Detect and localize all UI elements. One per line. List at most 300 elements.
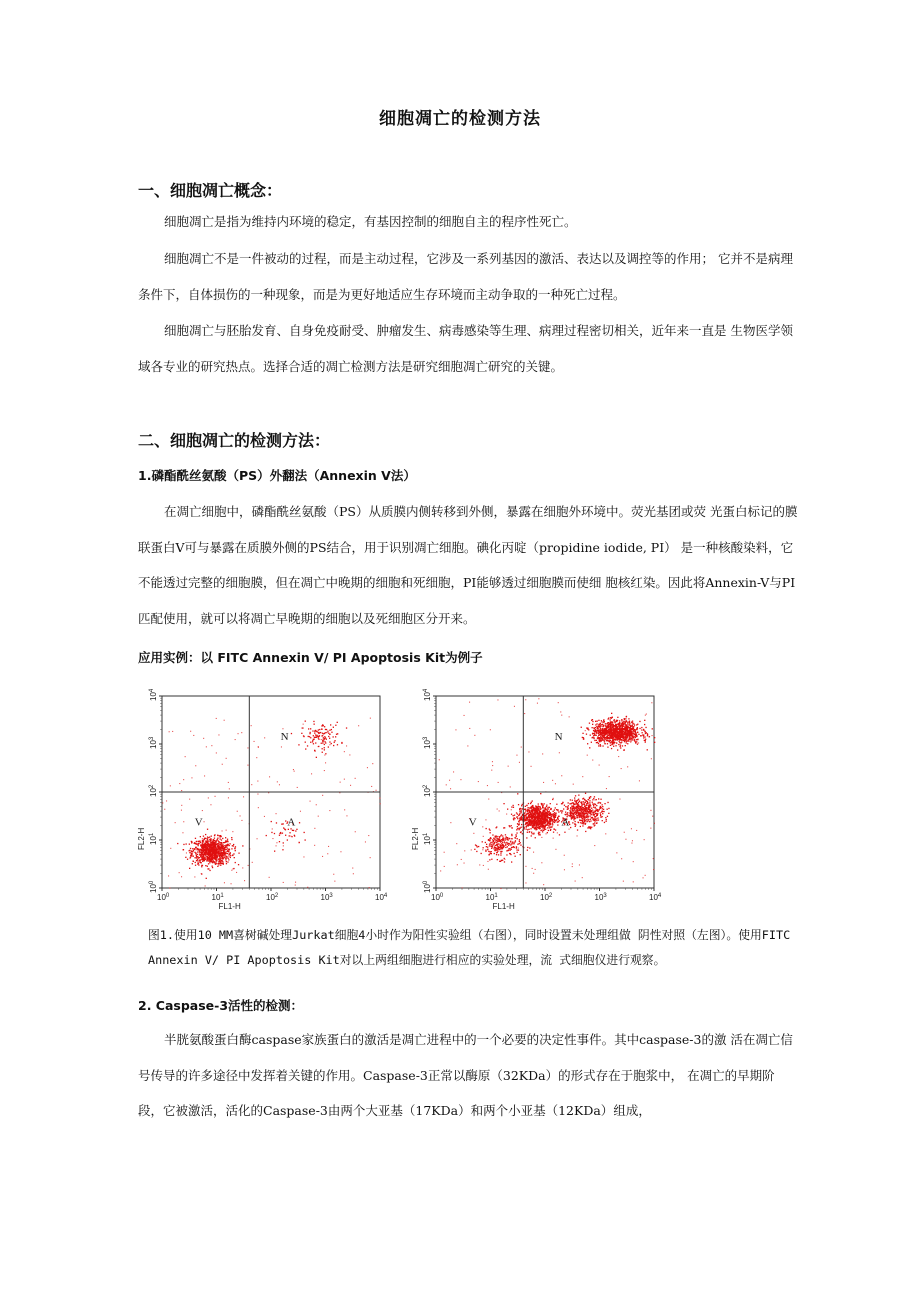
scatter-point <box>505 844 506 845</box>
scatter-point <box>615 731 616 732</box>
scatter-point <box>471 849 472 850</box>
scatter-point <box>478 781 479 782</box>
scatter-point <box>533 852 534 853</box>
scatter-point <box>586 817 587 818</box>
scatter-point <box>199 860 200 861</box>
scatter-point <box>652 735 653 736</box>
scatter-point <box>571 803 572 804</box>
scatter-point <box>617 749 618 750</box>
scatter-point <box>611 717 612 718</box>
scatter-point <box>169 731 170 732</box>
scatter-point <box>592 719 593 720</box>
scatter-point <box>555 807 556 808</box>
scatter-point <box>499 837 500 838</box>
scatter-point <box>553 816 554 817</box>
scatter-point <box>322 795 323 796</box>
scatter-point <box>595 811 596 812</box>
scatter-point <box>595 813 596 814</box>
scatter-point <box>226 863 227 864</box>
scatter-point <box>511 843 512 844</box>
scatter-point <box>627 728 628 729</box>
scatter-point <box>577 803 578 804</box>
scatter-point <box>610 726 611 727</box>
scatter-point <box>321 729 322 730</box>
scatter-point <box>210 859 211 860</box>
scatter-point <box>604 743 605 744</box>
scatter-point <box>223 846 224 847</box>
scatter-point <box>633 861 634 862</box>
scatter-point <box>552 826 553 827</box>
scatter-point <box>490 729 491 730</box>
scatter-point <box>564 805 565 806</box>
scatter-point <box>618 732 619 733</box>
scatter-point <box>608 726 609 727</box>
scatter-point <box>231 839 232 840</box>
scatter-point <box>219 854 220 855</box>
scatter-point <box>201 845 202 846</box>
scatter-point <box>526 818 527 819</box>
scatter-point <box>186 843 187 844</box>
scatter-point <box>584 809 585 810</box>
scatter-point <box>224 720 225 721</box>
scatter-point <box>597 742 598 743</box>
scatter-point <box>483 847 484 848</box>
scatter-point <box>576 803 577 804</box>
scatter-point <box>552 799 553 800</box>
scatter-point <box>623 733 624 734</box>
y-axis-label: FL2-H <box>411 827 420 850</box>
scatter-point <box>257 838 258 839</box>
scatter-point <box>549 821 550 822</box>
scatter-point <box>323 739 324 740</box>
scatter-point <box>201 857 202 858</box>
scatter-point <box>310 737 311 738</box>
x-tick-label: $10^3$ <box>594 893 607 902</box>
scatter-point <box>517 828 518 829</box>
scatter-point <box>201 858 202 859</box>
scatter-point <box>299 842 300 843</box>
scatter-point <box>528 751 529 752</box>
scatter-point <box>514 818 515 819</box>
scatter-point <box>264 816 265 817</box>
scatter-point <box>608 724 609 725</box>
scatter-point <box>527 810 528 811</box>
scatter-point <box>586 807 587 808</box>
scatter-point <box>576 809 577 810</box>
scatter-point <box>519 823 520 824</box>
scatter-point <box>517 826 518 827</box>
scatter-point <box>555 813 556 814</box>
scatter-point <box>210 854 211 855</box>
scatter-point <box>193 735 194 736</box>
scatter-point <box>592 760 593 761</box>
scatter-point <box>600 744 601 745</box>
scatter-point <box>524 817 525 818</box>
scatter-point <box>539 812 540 813</box>
scatter-point <box>625 721 626 722</box>
scatter-point <box>570 799 571 800</box>
scatter-point <box>600 799 601 800</box>
scatter-point <box>281 824 282 825</box>
scatter-point <box>533 809 534 810</box>
scatter-point <box>634 725 635 726</box>
scatter-point <box>593 798 594 799</box>
scatter-point <box>293 769 294 770</box>
scatter-point <box>576 812 577 813</box>
scatter-point <box>626 734 627 735</box>
scatter-point <box>553 821 554 822</box>
scatter-point <box>578 812 579 813</box>
scatter-point <box>593 738 594 739</box>
scatter-point <box>518 815 519 816</box>
scatter-point <box>636 739 637 740</box>
scatter-point <box>516 849 517 850</box>
scatter-point <box>353 873 354 874</box>
scatter-point <box>549 813 550 814</box>
scatter-point <box>610 721 611 722</box>
scatter-point <box>177 843 178 844</box>
scatter-point <box>206 860 207 861</box>
scatter-point <box>213 854 214 855</box>
scatter-point <box>170 785 171 786</box>
scatter-point <box>225 853 226 854</box>
scatter-point <box>577 829 578 830</box>
scatter-point <box>596 808 597 809</box>
scatter-point <box>550 829 551 830</box>
scatter-point <box>599 765 600 766</box>
scatter-point <box>269 877 270 878</box>
scatter-point <box>600 807 601 808</box>
scatter-point <box>581 820 582 821</box>
scatter-point <box>189 799 190 800</box>
scatter-point <box>565 812 566 813</box>
scatter-point <box>215 843 216 844</box>
scatter-point <box>628 724 629 725</box>
scatter-point <box>493 848 494 849</box>
scatter-point <box>534 819 535 820</box>
scatter-point <box>205 847 206 848</box>
scatter-point <box>233 853 234 854</box>
scatter-point <box>337 733 338 734</box>
scatter-point <box>519 811 520 812</box>
scatter-point <box>325 729 326 730</box>
figure-caption: 图1.使用10 MM喜树碱处理Jurkat细胞4小时作为阳性实验组（右图），同时设置未处理组做 阴性对照（左图）。使用FITC Annexin V/ PI Apoptosis Kit对以上两组细胞进行相应的实验处理，流 式细胞仪进行观察。 <box>148 928 791 967</box>
scatter-point <box>582 823 583 824</box>
scatter-point <box>492 844 493 845</box>
scatter-point <box>486 846 487 847</box>
scatter-point <box>527 817 528 818</box>
scatter-point <box>548 830 549 831</box>
scatter-point <box>296 829 297 830</box>
scatter-point <box>319 729 320 730</box>
scatter-point <box>591 811 592 812</box>
scatter-point <box>625 730 626 731</box>
scatter-point <box>498 843 499 844</box>
scatter-point <box>368 835 369 836</box>
scatter-point <box>191 841 192 842</box>
x-tick-label: $10^2$ <box>540 893 553 902</box>
scatter-point <box>540 818 541 819</box>
y-tick-label: $10^4$ <box>149 688 158 701</box>
scatter-point <box>215 858 216 859</box>
scatter-point <box>541 829 542 830</box>
scatter-point <box>627 723 628 724</box>
scatter-point <box>247 765 248 766</box>
scatter-point <box>324 744 325 745</box>
scatter-point <box>637 732 638 733</box>
scatter-point <box>594 733 595 734</box>
scatter-point <box>322 856 323 857</box>
scatter-point <box>216 718 217 719</box>
scatter-point <box>190 855 191 856</box>
scatter-point <box>531 802 532 803</box>
scatter-point <box>590 820 591 821</box>
scatter-point <box>633 733 634 734</box>
scatter-point <box>639 721 640 722</box>
scatter-point <box>217 850 218 851</box>
scatter-point <box>181 790 182 791</box>
scatter-point <box>229 849 230 850</box>
scatter-point <box>224 845 225 846</box>
scatter-point <box>520 845 521 846</box>
scatter-point <box>216 841 217 842</box>
scatter-point <box>314 733 315 734</box>
scatter-point <box>334 742 335 743</box>
scatter-point <box>603 809 604 810</box>
scatter-point <box>341 743 342 744</box>
scatter-point <box>529 847 530 848</box>
scatter-point <box>518 850 519 851</box>
scatter-point <box>325 737 326 738</box>
scatter-point <box>221 842 222 843</box>
scatter-point <box>604 729 605 730</box>
scatter-point <box>494 847 495 848</box>
scatter-point <box>628 730 629 731</box>
scatter-points <box>439 698 656 889</box>
scatter-point <box>588 811 589 812</box>
scatter-point <box>490 853 491 854</box>
scatter-point <box>291 733 292 734</box>
scatter-point <box>607 816 608 817</box>
scatter-point <box>464 715 465 716</box>
scatter-point <box>220 838 221 839</box>
scatter-point <box>539 813 540 814</box>
scatter-point <box>221 848 222 849</box>
scatter-point <box>654 737 655 738</box>
scatter-point <box>534 825 535 826</box>
scatter-point <box>508 766 509 767</box>
quadrant-label-A: A <box>561 816 570 829</box>
scatter-point <box>511 838 512 839</box>
scatter-point <box>598 802 599 803</box>
scatter-point <box>232 868 233 869</box>
scatter-point <box>582 804 583 805</box>
scatter-point <box>521 824 522 825</box>
scatter-point <box>218 852 219 853</box>
scatter-point <box>516 836 517 837</box>
scatter-point <box>557 832 558 833</box>
scatter-point <box>235 846 236 847</box>
scatter-point <box>498 839 499 840</box>
scatter-point <box>621 732 622 733</box>
scatter-point <box>521 747 522 748</box>
scatter-point <box>335 736 336 737</box>
scatter-point <box>597 736 598 737</box>
scatter-point <box>328 746 329 747</box>
scatter-point <box>543 829 544 830</box>
scatter-point <box>575 818 576 819</box>
scatter-point <box>203 850 204 851</box>
scatter-point <box>186 852 187 853</box>
scatter-point <box>276 842 277 843</box>
scatter-point <box>331 732 332 733</box>
scatter-point <box>516 847 517 848</box>
scatter-point <box>370 857 371 858</box>
scatter-point <box>603 739 604 740</box>
scatter-point <box>318 816 319 817</box>
scatter-point <box>229 788 230 789</box>
scatter-point <box>199 852 200 853</box>
scatter-point <box>223 842 224 843</box>
scatter-point <box>613 739 614 740</box>
scatter-point <box>449 780 450 781</box>
scatter-point <box>221 843 222 844</box>
scatter-point <box>603 726 604 727</box>
scatter-point <box>583 737 584 738</box>
y-tick-label: $10^2$ <box>423 784 432 797</box>
scatter-point <box>528 823 529 824</box>
scatter-point <box>599 732 600 733</box>
scatter-point <box>588 809 589 810</box>
scatter-point <box>615 745 616 746</box>
scatter-point <box>616 852 617 853</box>
scatter-point <box>647 734 648 735</box>
quadrant-label-N: N <box>554 731 563 744</box>
scatter-point <box>221 839 222 840</box>
scatter-point <box>569 803 570 804</box>
scatter-point <box>196 855 197 856</box>
scatter-point <box>520 828 521 829</box>
scatter-point <box>473 833 474 834</box>
scatter-point <box>641 735 642 736</box>
scatter-point <box>547 807 548 808</box>
scatter-point <box>588 816 589 817</box>
scatter-point <box>612 726 613 727</box>
scatter-point <box>616 720 617 721</box>
scatter-point <box>497 851 498 852</box>
scatter-point <box>602 738 603 739</box>
scatter-point <box>572 813 573 814</box>
scatter-point <box>522 804 523 805</box>
scatter-point <box>555 783 556 784</box>
scatter-point <box>616 721 617 722</box>
scatter-point <box>316 735 317 736</box>
scatter-point <box>627 722 628 723</box>
scatter-point <box>630 742 631 743</box>
scatter-point <box>600 723 601 724</box>
scatter-point <box>599 809 600 810</box>
scatter-point <box>608 813 609 814</box>
scatter-point <box>207 868 208 869</box>
scatter-point <box>590 827 591 828</box>
scatter-point <box>215 864 216 865</box>
scatter-point <box>607 734 608 735</box>
scatter-point <box>301 733 302 734</box>
scatter-point <box>228 859 229 860</box>
scatter-point <box>207 845 208 846</box>
scatter-point <box>513 815 514 816</box>
scatter-point <box>653 858 654 859</box>
scatter-point <box>573 819 574 820</box>
scatter-point <box>612 742 613 743</box>
scatter-point <box>485 851 486 852</box>
scatter-point <box>489 840 490 841</box>
scatter-point <box>531 808 532 809</box>
scatter-point <box>519 829 520 830</box>
scatter-point <box>231 837 232 838</box>
scatter-point <box>532 833 533 834</box>
scatter-point <box>487 861 488 862</box>
scatter-point <box>228 858 229 859</box>
scatter-point <box>528 803 529 804</box>
scatter-point <box>498 782 499 783</box>
scatter-point <box>453 771 454 772</box>
scatter-point <box>331 729 332 730</box>
scatter-point <box>203 840 204 841</box>
scatter-point <box>164 809 165 810</box>
scatter-point <box>619 741 620 742</box>
scatter-point <box>283 882 284 883</box>
scatter-point <box>608 808 609 809</box>
scatter-point <box>601 724 602 725</box>
scatter-point <box>532 818 533 819</box>
scatter-point <box>613 726 614 727</box>
scatter-point <box>328 733 329 734</box>
scatter-point <box>586 813 587 814</box>
scatter-point <box>224 849 225 850</box>
scatter-point <box>216 858 217 859</box>
quadrant-label-N: N <box>280 731 289 744</box>
scatter-point <box>532 800 533 801</box>
scatter-point <box>585 793 586 794</box>
scatter-point <box>209 845 210 846</box>
scatter-point <box>548 817 549 818</box>
scatter-point <box>626 742 627 743</box>
scatter-point <box>266 835 267 836</box>
scatter-point <box>633 731 634 732</box>
scatter-point <box>549 818 550 819</box>
scatter-point <box>544 811 545 812</box>
scatter-point <box>601 732 602 733</box>
scatter-point <box>584 820 585 821</box>
scatter-point <box>597 809 598 810</box>
scatter-point <box>203 854 204 855</box>
scatter-point <box>513 805 514 806</box>
scatter-point <box>570 827 571 828</box>
scatter-point <box>208 851 209 852</box>
scatter-point <box>513 818 514 819</box>
scatter-point <box>631 722 632 723</box>
scatter-point <box>586 727 587 728</box>
scatter-point <box>256 757 257 758</box>
scatter-point <box>621 858 622 859</box>
flow-cytometry-plot-right <box>410 688 660 918</box>
scatter-point <box>589 800 590 801</box>
scatter-point <box>592 737 593 738</box>
scatter-point <box>207 836 208 837</box>
scatter-point <box>625 718 626 719</box>
scatter-point <box>592 799 593 800</box>
